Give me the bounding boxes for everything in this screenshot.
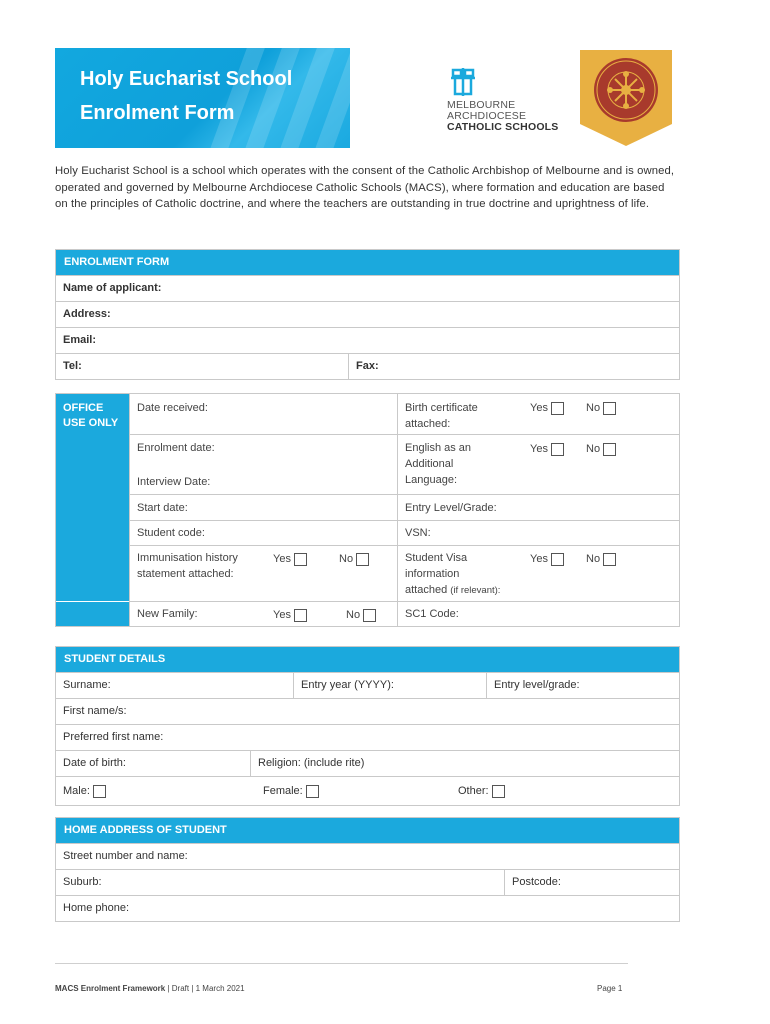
label-line: Birth certificate bbox=[405, 402, 478, 414]
entry-level-field[interactable]: Entry level/grade: bbox=[486, 673, 681, 698]
visa-label bbox=[405, 550, 500, 599]
label-line: Immunisation history bbox=[137, 552, 238, 564]
field-label: Address: bbox=[63, 308, 111, 320]
label-line: attached: bbox=[405, 418, 451, 430]
yes-label: Yes bbox=[273, 553, 291, 565]
checkbox[interactable] bbox=[603, 443, 616, 456]
checkbox[interactable] bbox=[294, 553, 307, 566]
new-family-no[interactable] bbox=[346, 607, 376, 623]
eal-no[interactable] bbox=[586, 441, 616, 457]
divider bbox=[129, 601, 679, 602]
yes-label: Yes bbox=[530, 402, 548, 414]
entry-level-label: Entry Level/Grade: bbox=[405, 502, 497, 514]
birth-cert-label bbox=[405, 400, 478, 432]
checkbox[interactable] bbox=[306, 785, 319, 798]
divider bbox=[129, 545, 679, 546]
street-field[interactable] bbox=[56, 843, 679, 869]
new-family-label: New Family: bbox=[137, 608, 198, 620]
checkbox[interactable] bbox=[551, 443, 564, 456]
divider bbox=[129, 394, 130, 626]
section-heading: STUDENT DETAILS bbox=[56, 647, 679, 672]
postcode-field[interactable]: Postcode: bbox=[504, 870, 681, 895]
tel-fax-row bbox=[56, 353, 679, 379]
field-label: Name of applicant: bbox=[63, 282, 162, 294]
gender-row bbox=[56, 776, 679, 805]
female-label: Female: bbox=[263, 785, 303, 797]
fax-field[interactable]: Fax: bbox=[348, 354, 681, 379]
date-received-label: Date received: bbox=[137, 402, 208, 414]
visa-no[interactable] bbox=[586, 551, 616, 567]
title-banner bbox=[55, 48, 350, 148]
other-option[interactable] bbox=[451, 777, 601, 805]
field-label: Email: bbox=[63, 334, 97, 346]
label-line: information bbox=[405, 568, 460, 580]
field-label: Home phone: bbox=[63, 902, 130, 914]
immunisation-label bbox=[137, 550, 238, 582]
checkbox[interactable] bbox=[603, 553, 616, 566]
vsn-label: VSN: bbox=[405, 527, 431, 539]
sc1-code-label: SC1 Code: bbox=[405, 608, 459, 620]
footer-meta: | Draft | 1 March 2021 bbox=[165, 984, 245, 993]
male-option[interactable] bbox=[56, 777, 250, 805]
suburb-field[interactable]: Suburb: bbox=[63, 876, 102, 888]
immunisation-yes[interactable] bbox=[273, 551, 307, 567]
birth-cert-yes[interactable] bbox=[530, 400, 564, 416]
student-details-section bbox=[55, 646, 680, 806]
side-label-line: USE ONLY bbox=[63, 417, 119, 429]
home-address-section bbox=[55, 817, 680, 922]
email-field[interactable] bbox=[56, 327, 679, 353]
interview-date-label: Interview Date: bbox=[137, 476, 211, 488]
label-line: Language: bbox=[405, 474, 457, 486]
eal-label bbox=[405, 440, 471, 488]
start-date-label: Start date: bbox=[137, 502, 188, 514]
enrolment-date-label: Enrolment date: bbox=[137, 442, 215, 454]
field-label: First name/s: bbox=[63, 705, 127, 717]
title-line-1: Holy Eucharist School bbox=[80, 68, 293, 90]
no-label: No bbox=[586, 402, 601, 414]
no-label: No bbox=[586, 553, 601, 565]
preferred-name-field[interactable] bbox=[56, 724, 679, 750]
divider bbox=[129, 494, 679, 495]
no-label: No bbox=[346, 609, 361, 621]
checkbox[interactable] bbox=[93, 785, 106, 798]
visa-note: (if relevant): bbox=[450, 585, 501, 596]
field-label: Street number and name: bbox=[63, 850, 188, 862]
checkbox[interactable] bbox=[551, 402, 564, 415]
section-heading: ENROLMENT FORM bbox=[56, 250, 679, 275]
surname-row bbox=[56, 672, 679, 698]
intro-paragraph: Holy Eucharist School is a school which operates with the consent of the Catholic Archbishop of Melbourne and is owned, operated and governed by Melbourne Archdiocese Catholic Schools (MACS), where formation and education are based on the principles of Catholic doctrine, and where the teachers are outstanding in true doctrine and uprightness of life. bbox=[55, 165, 675, 210]
address-field[interactable] bbox=[56, 301, 679, 327]
label-line: attached bbox=[405, 584, 448, 596]
page-title bbox=[80, 62, 292, 130]
logo-text-line: MELBOURNE bbox=[447, 99, 516, 111]
office-use-section bbox=[55, 393, 680, 627]
label-line: Additional bbox=[405, 458, 454, 470]
first-names-field[interactable] bbox=[56, 698, 679, 724]
suburb-postcode-row bbox=[56, 869, 679, 895]
checkbox[interactable] bbox=[363, 609, 376, 622]
divider bbox=[56, 601, 129, 602]
student-code-label: Student code: bbox=[137, 527, 205, 539]
no-label: No bbox=[586, 443, 601, 455]
label-line: Student Visa bbox=[405, 552, 468, 564]
no-label: No bbox=[339, 553, 354, 565]
religion-field[interactable]: Religion: (include rite) bbox=[250, 751, 681, 776]
field-label: Preferred first name: bbox=[63, 731, 164, 743]
section-heading: HOME ADDRESS OF STUDENT bbox=[56, 818, 679, 843]
eal-yes[interactable] bbox=[530, 441, 564, 457]
checkbox[interactable] bbox=[356, 553, 369, 566]
office-use-label bbox=[56, 394, 129, 626]
macs-logo bbox=[445, 62, 575, 132]
other-label: Other: bbox=[458, 785, 489, 797]
enrolment-form-section bbox=[55, 249, 680, 380]
macs-cross-icon bbox=[447, 66, 479, 98]
tel-field[interactable]: Tel: bbox=[63, 360, 82, 372]
yes-label: Yes bbox=[530, 443, 548, 455]
yes-label: Yes bbox=[273, 609, 291, 621]
male-label: Male: bbox=[63, 785, 90, 797]
label-line: statement attached: bbox=[137, 568, 234, 580]
applicant-name-field[interactable] bbox=[56, 275, 679, 301]
school-crest bbox=[580, 50, 672, 146]
dob-field[interactable]: Date of birth: bbox=[63, 757, 126, 769]
divider bbox=[129, 434, 679, 435]
entry-year-field[interactable]: Entry year (YYYY): bbox=[293, 673, 486, 698]
label-line: English as an bbox=[405, 442, 472, 454]
surname-field[interactable]: Surname: bbox=[63, 679, 111, 691]
visa-yes[interactable] bbox=[530, 551, 564, 567]
logo-text-line: CATHOLIC SCHOOLS bbox=[447, 121, 559, 133]
divider bbox=[129, 520, 679, 521]
female-option[interactable] bbox=[256, 777, 446, 805]
logo-text-line: ARCHDIOCESE bbox=[447, 110, 527, 122]
new-family-yes[interactable] bbox=[273, 607, 307, 623]
checkbox[interactable] bbox=[492, 785, 505, 798]
footer-rule bbox=[55, 963, 628, 964]
footer-text bbox=[55, 984, 245, 993]
footer-title: MACS Enrolment Framework bbox=[55, 984, 166, 993]
page-number: Page 1 bbox=[597, 984, 623, 993]
yes-label: Yes bbox=[530, 553, 548, 565]
checkbox[interactable] bbox=[551, 553, 564, 566]
immunisation-no[interactable] bbox=[339, 551, 369, 567]
home-phone-field[interactable] bbox=[56, 895, 679, 921]
title-line-2: Enrolment Form bbox=[80, 102, 235, 124]
school-crest-icon bbox=[580, 50, 672, 146]
divider bbox=[397, 394, 398, 626]
checkbox[interactable] bbox=[294, 609, 307, 622]
checkbox[interactable] bbox=[603, 402, 616, 415]
side-label-line: OFFICE bbox=[63, 402, 104, 414]
dob-religion-row bbox=[56, 750, 679, 776]
birth-cert-no[interactable] bbox=[586, 400, 616, 416]
